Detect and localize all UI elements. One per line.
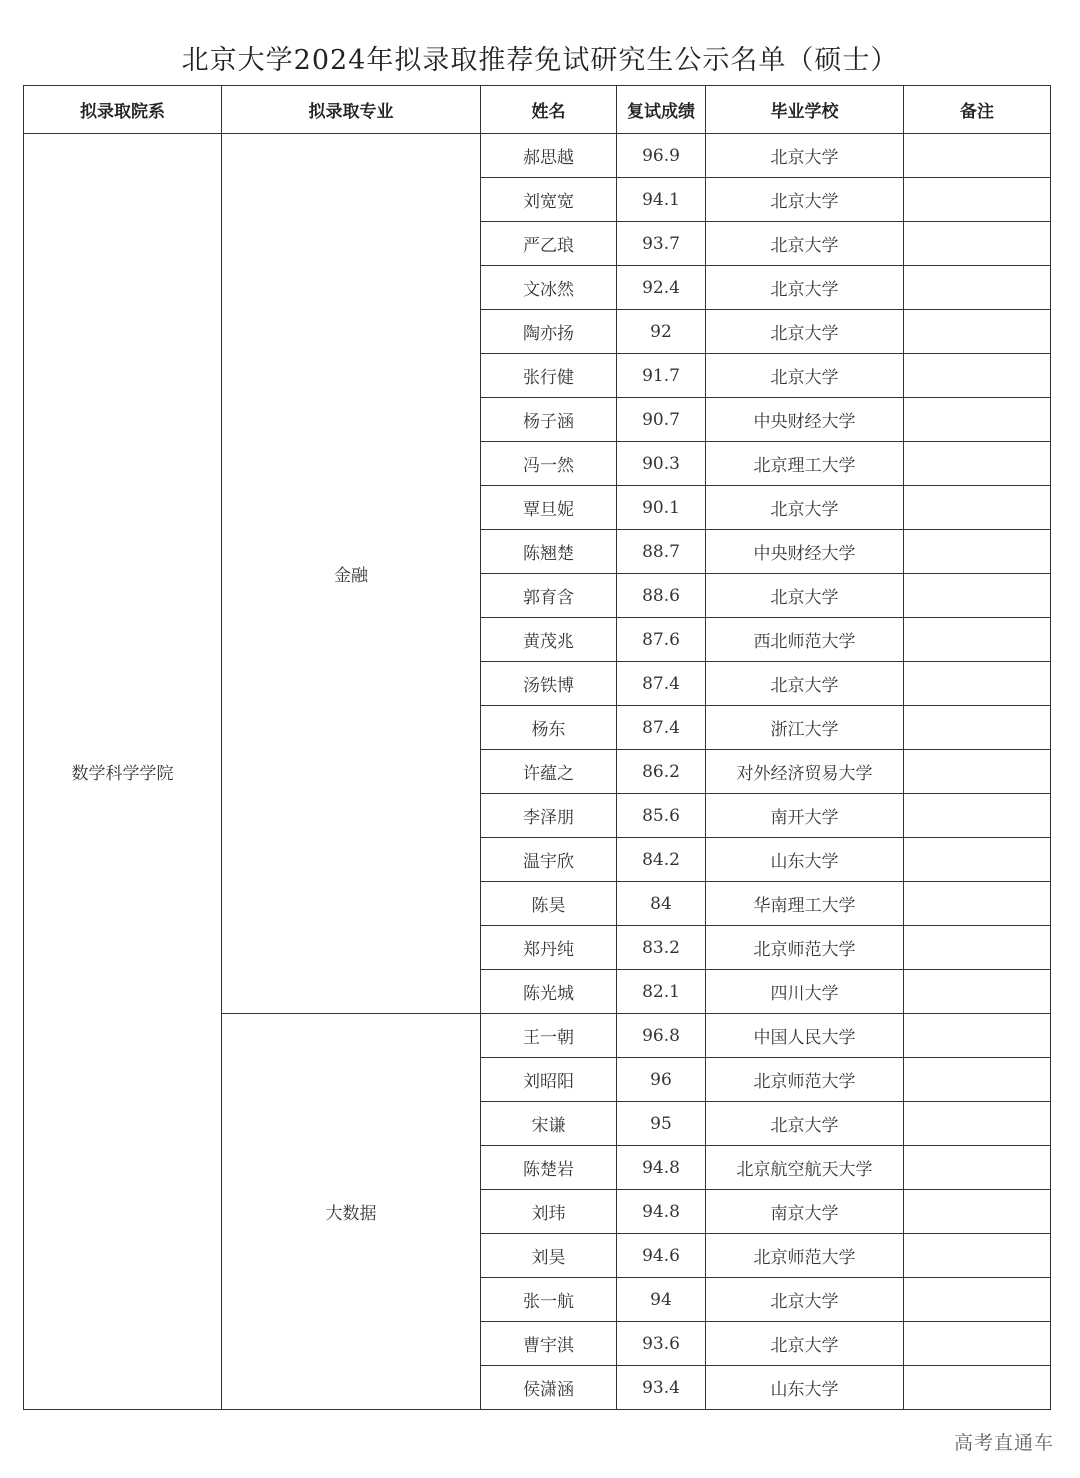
- page-title: 北京大学2024年拟录取推荐免试研究生公示名单（硕士）: [181, 45, 899, 76]
- score-cell: 88.7: [617, 530, 706, 574]
- score-cell: 84: [617, 882, 706, 926]
- remark-cell: [904, 530, 1051, 574]
- score-cell: 90.7: [617, 398, 706, 442]
- remark-cell: [904, 970, 1051, 1014]
- score-cell: 91.7: [617, 354, 706, 398]
- remark-cell: [904, 1058, 1051, 1102]
- school-cell: 北京大学: [706, 134, 904, 178]
- name-cell: 陈楚岩: [481, 1146, 617, 1190]
- remark-cell: [904, 222, 1051, 266]
- name-cell: 陈翘楚: [481, 530, 617, 574]
- school-cell: 南开大学: [706, 794, 904, 838]
- remark-cell: [904, 706, 1051, 750]
- score-cell: 96.8: [617, 1014, 706, 1058]
- remark-cell: [904, 662, 1051, 706]
- score-cell: 92: [617, 310, 706, 354]
- header-major: 拟录取专业: [222, 86, 481, 134]
- school-cell: 浙江大学: [706, 706, 904, 750]
- score-cell: 87.4: [617, 706, 706, 750]
- remark-cell: [904, 486, 1051, 530]
- name-cell: 宋谦: [481, 1102, 617, 1146]
- school-cell: 北京师范大学: [706, 1058, 904, 1102]
- remark-cell: [904, 442, 1051, 486]
- score-cell: 93.6: [617, 1322, 706, 1366]
- score-cell: 88.6: [617, 574, 706, 618]
- score-cell: 94.8: [617, 1190, 706, 1234]
- name-cell: 许蕴之: [481, 750, 617, 794]
- header-school: 毕业学校: [706, 86, 904, 134]
- header-dept: 拟录取院系: [24, 86, 222, 134]
- score-cell: 87.4: [617, 662, 706, 706]
- remark-cell: [904, 926, 1051, 970]
- header-score: 复试成绩: [617, 86, 706, 134]
- remark-cell: [904, 134, 1051, 178]
- name-cell: 侯潇涵: [481, 1366, 617, 1410]
- remark-cell: [904, 618, 1051, 662]
- score-cell: 82.1: [617, 970, 706, 1014]
- remark-cell: [904, 1366, 1051, 1410]
- school-cell: 北京大学: [706, 178, 904, 222]
- name-cell: 严乙琅: [481, 222, 617, 266]
- score-cell: 94: [617, 1278, 706, 1322]
- name-cell: 陈昊: [481, 882, 617, 926]
- school-cell: 北京大学: [706, 574, 904, 618]
- remark-cell: [904, 398, 1051, 442]
- school-cell: 南京大学: [706, 1190, 904, 1234]
- table-header-row: [24, 86, 1051, 134]
- remark-cell: [904, 178, 1051, 222]
- name-cell: 黄茂兆: [481, 618, 617, 662]
- school-cell: 北京师范大学: [706, 926, 904, 970]
- remark-cell: [904, 1322, 1051, 1366]
- name-cell: 曹宇淇: [481, 1322, 617, 1366]
- header-remark: 备注: [904, 86, 1051, 134]
- dept-cell: 数学科学学院: [24, 134, 222, 1410]
- score-cell: 85.6: [617, 794, 706, 838]
- remark-cell: [904, 1014, 1051, 1058]
- name-cell: 刘玮: [481, 1190, 617, 1234]
- name-cell: 李泽朋: [481, 794, 617, 838]
- score-cell: 94.8: [617, 1146, 706, 1190]
- name-cell: 刘昊: [481, 1234, 617, 1278]
- name-cell: 文冰然: [481, 266, 617, 310]
- remark-cell: [904, 1278, 1051, 1322]
- remark-cell: [904, 794, 1051, 838]
- major-cell: 大数据: [222, 1014, 481, 1410]
- name-cell: 郝思越: [481, 134, 617, 178]
- name-cell: 张行健: [481, 354, 617, 398]
- name-cell: 陶亦扬: [481, 310, 617, 354]
- score-cell: 83.2: [617, 926, 706, 970]
- score-cell: 86.2: [617, 750, 706, 794]
- remark-cell: [904, 882, 1051, 926]
- watermark-text: 高考直通车: [953, 1432, 1054, 1454]
- school-cell: 北京大学: [706, 1278, 904, 1322]
- score-cell: 93.4: [617, 1366, 706, 1410]
- name-cell: 温宇欣: [481, 838, 617, 882]
- school-cell: 北京大学: [706, 222, 904, 266]
- remark-cell: [904, 750, 1051, 794]
- school-cell: 山东大学: [706, 838, 904, 882]
- school-cell: 北京大学: [706, 1322, 904, 1366]
- name-cell: 刘昭阳: [481, 1058, 617, 1102]
- school-cell: 对外经济贸易大学: [706, 750, 904, 794]
- school-cell: 北京大学: [706, 266, 904, 310]
- name-cell: 刘宽宽: [481, 178, 617, 222]
- school-cell: 北京大学: [706, 486, 904, 530]
- school-cell: 中央财经大学: [706, 398, 904, 442]
- score-cell: 94.1: [617, 178, 706, 222]
- table-body: [24, 134, 1051, 1410]
- remark-cell: [904, 266, 1051, 310]
- school-cell: 北京大学: [706, 354, 904, 398]
- school-cell: 北京大学: [706, 1102, 904, 1146]
- score-cell: 96.9: [617, 134, 706, 178]
- name-cell: 陈光城: [481, 970, 617, 1014]
- score-cell: 92.4: [617, 266, 706, 310]
- name-cell: 张一航: [481, 1278, 617, 1322]
- score-cell: 96: [617, 1058, 706, 1102]
- remark-cell: [904, 1234, 1051, 1278]
- name-cell: 杨东: [481, 706, 617, 750]
- name-cell: 汤铁博: [481, 662, 617, 706]
- name-cell: 郑丹纯: [481, 926, 617, 970]
- score-cell: 90.1: [617, 486, 706, 530]
- score-cell: 84.2: [617, 838, 706, 882]
- score-cell: 95: [617, 1102, 706, 1146]
- school-cell: 四川大学: [706, 970, 904, 1014]
- name-cell: 郭育含: [481, 574, 617, 618]
- school-cell: 北京大学: [706, 310, 904, 354]
- major-cell: 金融: [222, 134, 481, 1014]
- remark-cell: [904, 1190, 1051, 1234]
- name-cell: 冯一然: [481, 442, 617, 486]
- score-cell: 93.7: [617, 222, 706, 266]
- school-cell: 西北师范大学: [706, 618, 904, 662]
- score-cell: 94.6: [617, 1234, 706, 1278]
- admission-table: [23, 85, 1051, 1410]
- table-row: [24, 134, 1051, 178]
- score-cell: 87.6: [617, 618, 706, 662]
- name-cell: 杨子涵: [481, 398, 617, 442]
- school-cell: 北京航空航天大学: [706, 1146, 904, 1190]
- remark-cell: [904, 354, 1051, 398]
- name-cell: 覃旦妮: [481, 486, 617, 530]
- school-cell: 北京理工大学: [706, 442, 904, 486]
- remark-cell: [904, 574, 1051, 618]
- remark-cell: [904, 838, 1051, 882]
- school-cell: 华南理工大学: [706, 882, 904, 926]
- name-cell: 王一朝: [481, 1014, 617, 1058]
- remark-cell: [904, 310, 1051, 354]
- school-cell: 北京大学: [706, 662, 904, 706]
- school-cell: 中央财经大学: [706, 530, 904, 574]
- school-cell: 北京师范大学: [706, 1234, 904, 1278]
- school-cell: 山东大学: [706, 1366, 904, 1410]
- remark-cell: [904, 1102, 1051, 1146]
- school-cell: 中国人民大学: [706, 1014, 904, 1058]
- header-name: 姓名: [481, 86, 617, 134]
- score-cell: 90.3: [617, 442, 706, 486]
- remark-cell: [904, 1146, 1051, 1190]
